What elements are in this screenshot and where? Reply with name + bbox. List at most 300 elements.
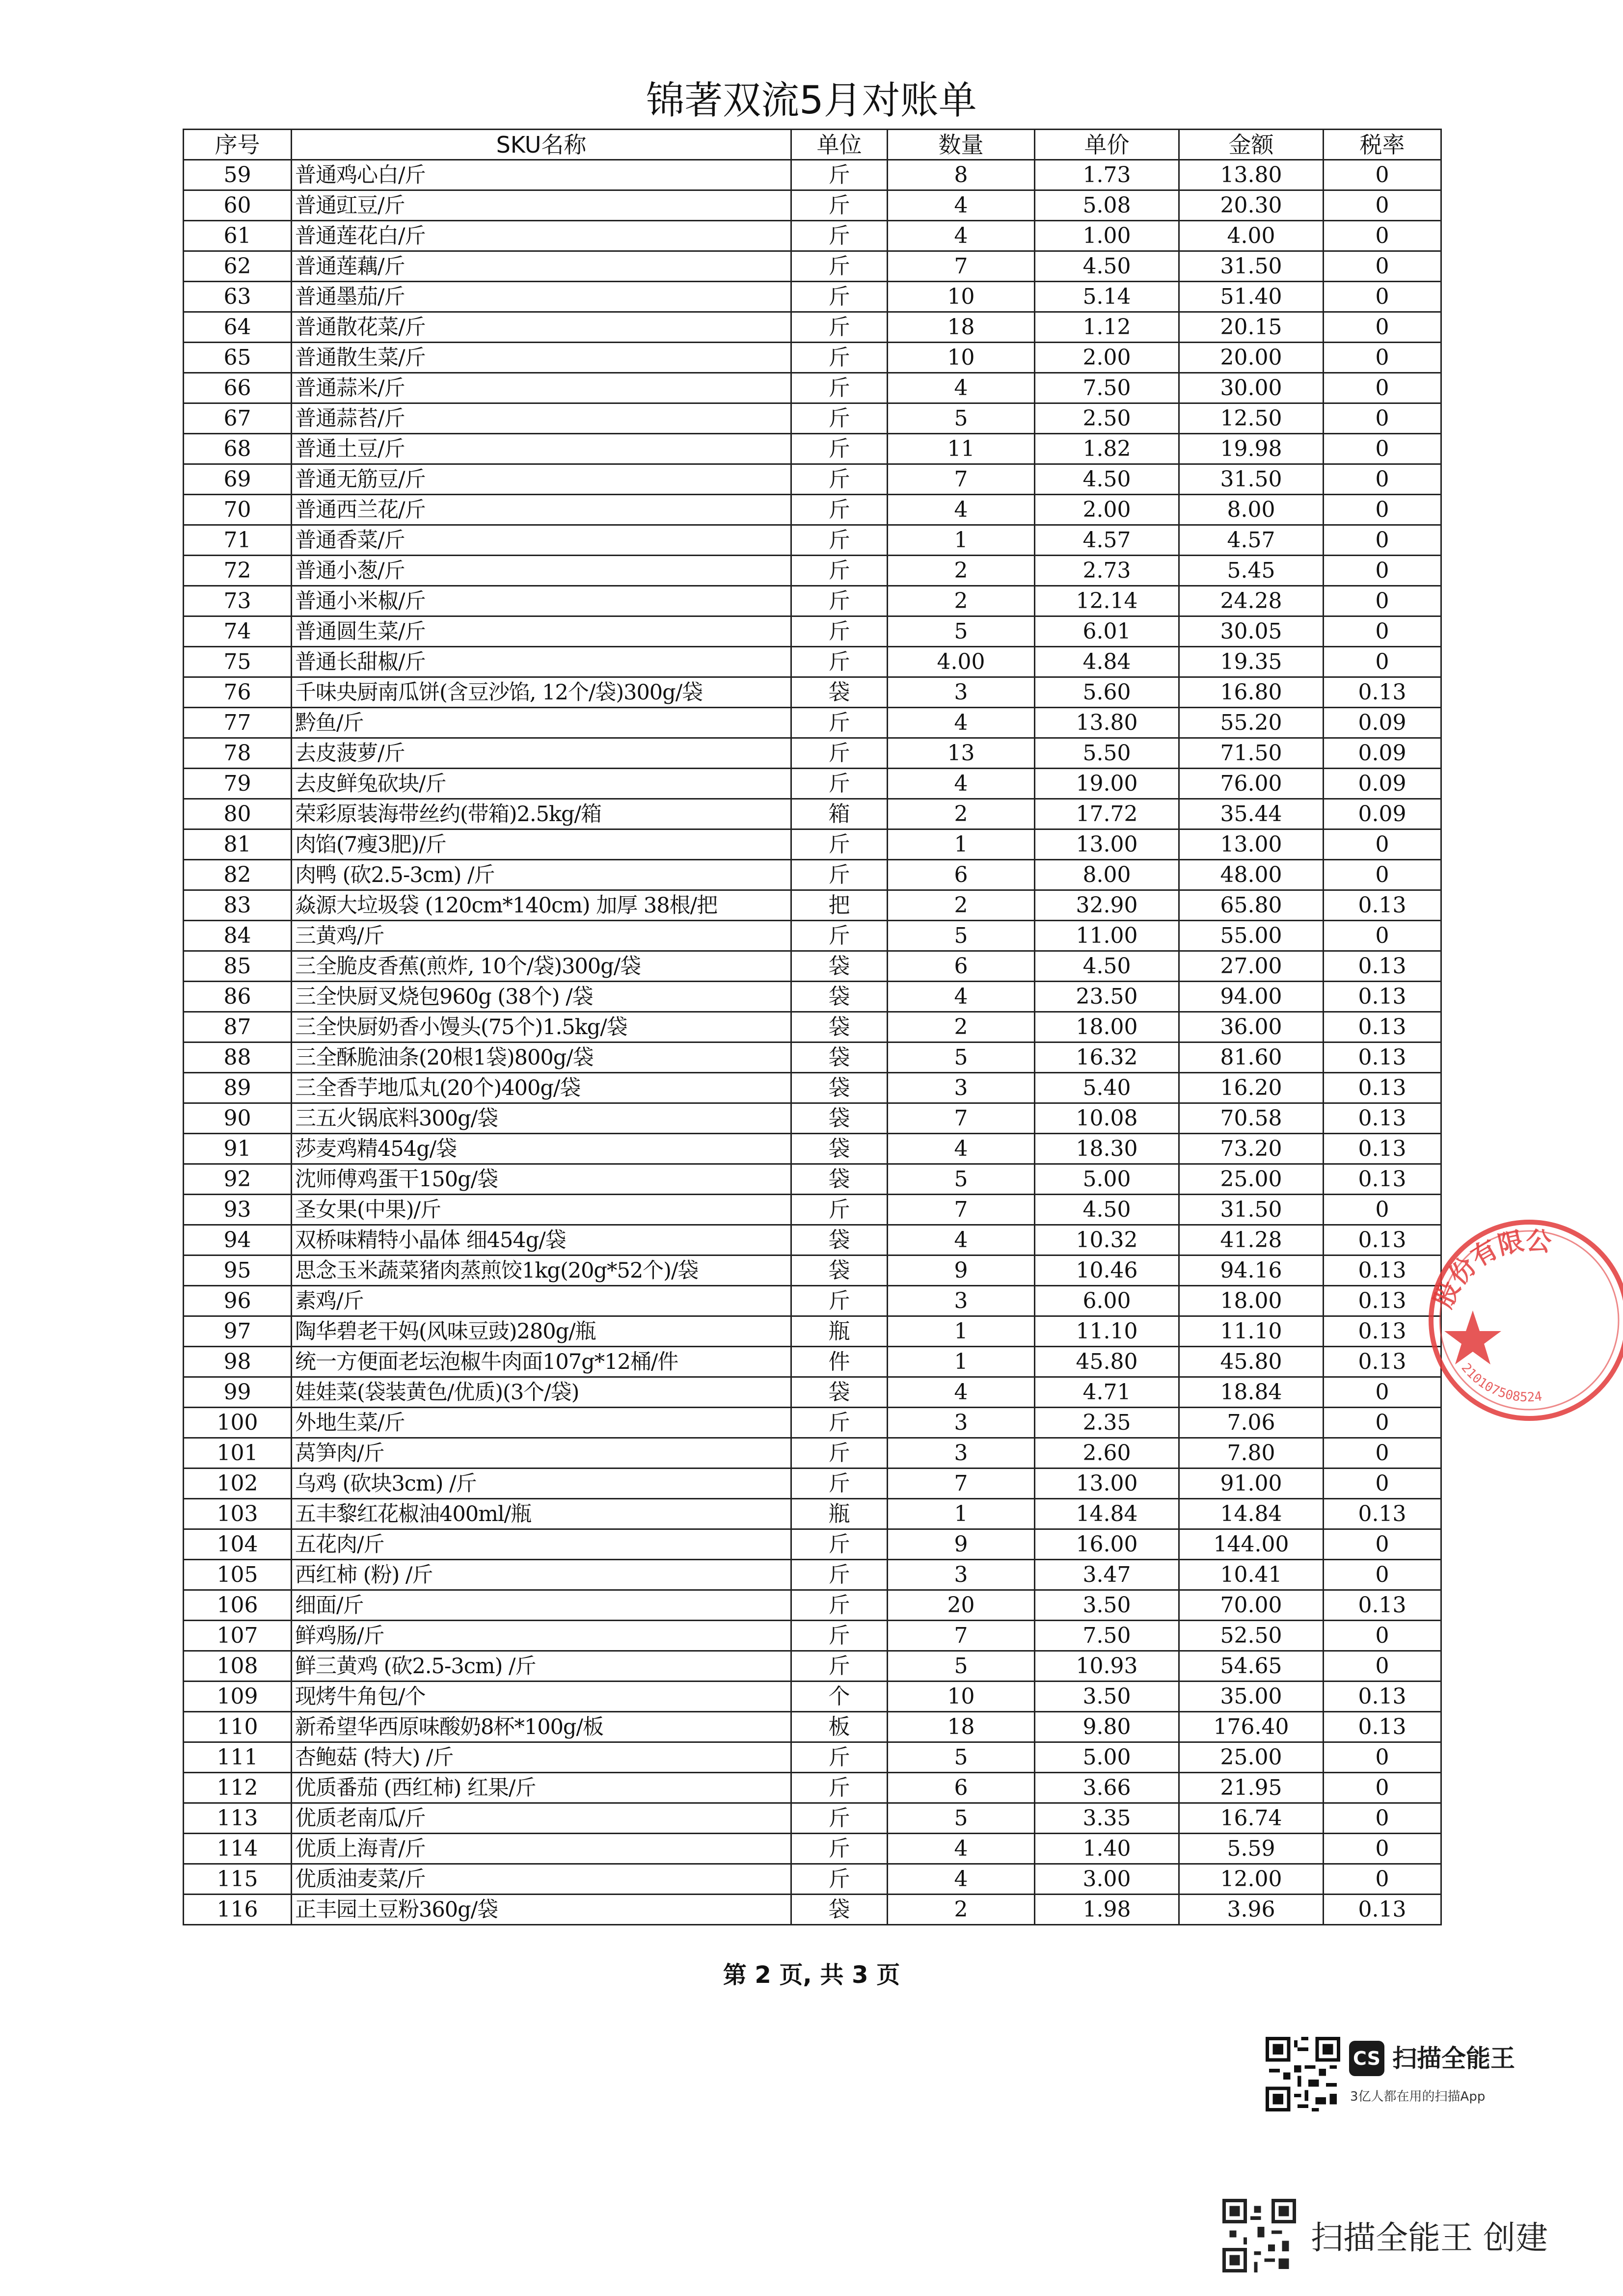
amount-cell: 4.00 bbox=[1179, 221, 1324, 251]
col-index-header: 序号 bbox=[184, 130, 292, 160]
table-row bbox=[184, 1560, 1441, 1590]
row-index-cell: 69 bbox=[184, 464, 292, 495]
table-row bbox=[184, 829, 1441, 860]
amount-cell: 5.59 bbox=[1179, 1834, 1324, 1864]
tax-rate-cell: 0 bbox=[1324, 1529, 1441, 1560]
sku-name-cell: 沈师傅鸡蛋干150g/袋 bbox=[292, 1164, 791, 1195]
quantity-cell: 2 bbox=[888, 1012, 1035, 1042]
tax-rate-cell: 0 bbox=[1324, 647, 1441, 677]
table-row bbox=[184, 860, 1441, 890]
row-index-cell: 60 bbox=[184, 190, 292, 221]
table-row bbox=[184, 464, 1441, 495]
row-index-cell: 70 bbox=[184, 495, 292, 525]
sku-name-cell: 乌鸡 (砍块3cm) /斤 bbox=[292, 1468, 791, 1499]
sku-name-cell: 外地生菜/斤 bbox=[292, 1408, 791, 1438]
unit-price-cell: 4.50 bbox=[1035, 464, 1179, 495]
sku-name-cell: 细面/斤 bbox=[292, 1590, 791, 1621]
sku-name-cell: 普通土豆/斤 bbox=[292, 434, 791, 464]
unit-cell: 把 bbox=[791, 890, 888, 921]
unit-price-cell: 6.01 bbox=[1035, 616, 1179, 647]
amount-cell: 65.80 bbox=[1179, 890, 1324, 921]
table-row bbox=[184, 1012, 1441, 1042]
table-row bbox=[184, 1864, 1441, 1895]
quantity-cell: 4 bbox=[888, 982, 1035, 1012]
row-index-cell: 65 bbox=[184, 343, 292, 373]
row-index-cell: 81 bbox=[184, 829, 292, 860]
tax-rate-cell: 0.13 bbox=[1324, 1073, 1441, 1103]
amount-cell: 7.80 bbox=[1179, 1438, 1324, 1468]
tax-rate-cell: 0 bbox=[1324, 1468, 1441, 1499]
table-row bbox=[184, 434, 1441, 464]
unit-price-cell: 5.00 bbox=[1035, 1164, 1179, 1195]
unit-price-cell: 11.00 bbox=[1035, 921, 1179, 951]
unit-cell: 斤 bbox=[791, 616, 888, 647]
amount-cell: 25.00 bbox=[1179, 1742, 1324, 1773]
quantity-cell: 4 bbox=[888, 769, 1035, 799]
unit-price-cell: 1.73 bbox=[1035, 160, 1179, 190]
amount-cell: 5.45 bbox=[1179, 556, 1324, 586]
quantity-cell: 3 bbox=[888, 1438, 1035, 1468]
amount-cell: 35.00 bbox=[1179, 1682, 1324, 1712]
col-unit-price-header: 单价 bbox=[1035, 130, 1179, 160]
amount-cell: 8.00 bbox=[1179, 495, 1324, 525]
quantity-cell: 5 bbox=[888, 616, 1035, 647]
seal-number: 210107508524 bbox=[1458, 1361, 1543, 1405]
row-index-cell: 111 bbox=[184, 1742, 292, 1773]
quantity-cell: 7 bbox=[888, 1468, 1035, 1499]
unit-price-cell: 16.00 bbox=[1035, 1529, 1179, 1560]
amount-cell: 13.80 bbox=[1179, 160, 1324, 190]
unit-price-cell: 6.00 bbox=[1035, 1286, 1179, 1316]
amount-cell: 91.00 bbox=[1179, 1468, 1324, 1499]
document-title: 锦著双流5月对账单 bbox=[646, 79, 977, 123]
sku-name-cell: 五丰黎红花椒油400ml/瓶 bbox=[292, 1499, 791, 1529]
table-row bbox=[184, 1316, 1441, 1347]
quantity-cell: 10 bbox=[888, 1682, 1035, 1712]
row-index-cell: 105 bbox=[184, 1560, 292, 1590]
unit-cell: 斤 bbox=[791, 829, 888, 860]
unit-cell: 斤 bbox=[791, 434, 888, 464]
quantity-cell: 3 bbox=[888, 1560, 1035, 1590]
table-row bbox=[184, 221, 1441, 251]
unit-price-cell: 4.71 bbox=[1035, 1377, 1179, 1408]
quantity-cell: 2 bbox=[888, 1895, 1035, 1925]
quantity-cell: 2 bbox=[888, 890, 1035, 921]
sku-name-cell: 普通西兰花/斤 bbox=[292, 495, 791, 525]
amount-cell: 20.00 bbox=[1179, 343, 1324, 373]
unit-price-cell: 3.35 bbox=[1035, 1803, 1179, 1834]
row-index-cell: 100 bbox=[184, 1408, 292, 1438]
amount-cell: 16.80 bbox=[1179, 677, 1324, 708]
tax-rate-cell: 0 bbox=[1324, 312, 1441, 343]
tax-rate-cell: 0 bbox=[1324, 1621, 1441, 1651]
unit-price-cell: 5.00 bbox=[1035, 1742, 1179, 1773]
quantity-cell: 4 bbox=[888, 1134, 1035, 1164]
row-index-cell: 77 bbox=[184, 708, 292, 738]
unit-price-cell: 4.57 bbox=[1035, 525, 1179, 556]
tax-rate-cell: 0.09 bbox=[1324, 799, 1441, 829]
quantity-cell: 20 bbox=[888, 1590, 1035, 1621]
table-row bbox=[184, 1073, 1441, 1103]
unit-cell: 袋 bbox=[791, 1103, 888, 1134]
amount-cell: 19.98 bbox=[1179, 434, 1324, 464]
unit-price-cell: 23.50 bbox=[1035, 982, 1179, 1012]
unit-price-cell: 10.46 bbox=[1035, 1255, 1179, 1286]
amount-cell: 7.06 bbox=[1179, 1408, 1324, 1438]
sku-name-cell: 思念玉米蔬菜猪肉蒸煎饺1kg(20g*52个)/袋 bbox=[292, 1255, 791, 1286]
amount-cell: 70.00 bbox=[1179, 1590, 1324, 1621]
unit-cell: 斤 bbox=[791, 1560, 888, 1590]
tax-rate-cell: 0 bbox=[1324, 1560, 1441, 1590]
unit-cell: 斤 bbox=[791, 403, 888, 434]
unit-price-cell: 2.60 bbox=[1035, 1438, 1179, 1468]
row-index-cell: 96 bbox=[184, 1286, 292, 1316]
quantity-cell: 4 bbox=[888, 373, 1035, 403]
unit-price-cell: 4.84 bbox=[1035, 647, 1179, 677]
row-index-cell: 80 bbox=[184, 799, 292, 829]
table-row bbox=[184, 373, 1441, 403]
unit-cell: 斤 bbox=[791, 373, 888, 403]
tax-rate-cell: 0 bbox=[1324, 403, 1441, 434]
table-row bbox=[184, 251, 1441, 282]
tax-rate-cell: 0 bbox=[1324, 434, 1441, 464]
seal-star-icon bbox=[1444, 1310, 1501, 1364]
page-indicator: 第 2 页, 共 3 页 bbox=[723, 1961, 900, 1989]
row-index-cell: 116 bbox=[184, 1895, 292, 1925]
sku-name-cell: 黔鱼/斤 bbox=[292, 708, 791, 738]
row-index-cell: 103 bbox=[184, 1499, 292, 1529]
unit-cell: 斤 bbox=[791, 221, 888, 251]
unit-price-cell: 1.12 bbox=[1035, 312, 1179, 343]
amount-cell: 31.50 bbox=[1179, 1195, 1324, 1225]
row-index-cell: 97 bbox=[184, 1316, 292, 1347]
tax-rate-cell: 0 bbox=[1324, 556, 1441, 586]
unit-price-cell: 14.84 bbox=[1035, 1499, 1179, 1529]
row-index-cell: 88 bbox=[184, 1042, 292, 1073]
tax-rate-cell: 0 bbox=[1324, 860, 1441, 890]
sku-name-cell: 三全快厨奶香小馒头(75个)1.5kg/袋 bbox=[292, 1012, 791, 1042]
row-index-cell: 73 bbox=[184, 586, 292, 616]
row-index-cell: 89 bbox=[184, 1073, 292, 1103]
table-row bbox=[184, 1103, 1441, 1134]
row-index-cell: 90 bbox=[184, 1103, 292, 1134]
unit-price-cell: 1.40 bbox=[1035, 1834, 1179, 1864]
tax-rate-cell: 0 bbox=[1324, 373, 1441, 403]
sku-name-cell: 普通豇豆/斤 bbox=[292, 190, 791, 221]
table-row bbox=[184, 708, 1441, 738]
unit-cell: 袋 bbox=[791, 1164, 888, 1195]
row-index-cell: 95 bbox=[184, 1255, 292, 1286]
sku-name-cell: 素鸡/斤 bbox=[292, 1286, 791, 1316]
table-row bbox=[184, 799, 1441, 829]
table-row bbox=[184, 951, 1441, 982]
unit-price-cell: 5.08 bbox=[1035, 190, 1179, 221]
amount-cell: 35.44 bbox=[1179, 799, 1324, 829]
sku-name-cell: 普通小米椒/斤 bbox=[292, 586, 791, 616]
col-amount-header: 金额 bbox=[1179, 130, 1324, 160]
amount-cell: 52.50 bbox=[1179, 1621, 1324, 1651]
sku-name-cell: 莴笋肉/斤 bbox=[292, 1438, 791, 1468]
unit-price-cell: 2.73 bbox=[1035, 556, 1179, 586]
tax-rate-cell: 0 bbox=[1324, 251, 1441, 282]
unit-price-cell: 9.80 bbox=[1035, 1712, 1179, 1742]
amount-cell: 76.00 bbox=[1179, 769, 1324, 799]
quantity-cell: 4 bbox=[888, 221, 1035, 251]
quantity-cell: 4 bbox=[888, 1377, 1035, 1408]
tax-rate-cell: 0 bbox=[1324, 1864, 1441, 1895]
tax-rate-cell: 0 bbox=[1324, 616, 1441, 647]
tax-rate-cell: 0.13 bbox=[1324, 1225, 1441, 1255]
unit-cell: 斤 bbox=[791, 464, 888, 495]
row-index-cell: 113 bbox=[184, 1803, 292, 1834]
amount-cell: 94.16 bbox=[1179, 1255, 1324, 1286]
sku-name-cell: 三黄鸡/斤 bbox=[292, 921, 791, 951]
unit-price-cell: 11.10 bbox=[1035, 1316, 1179, 1347]
unit-cell: 斤 bbox=[791, 190, 888, 221]
table-row bbox=[184, 647, 1441, 677]
amount-cell: 19.35 bbox=[1179, 647, 1324, 677]
unit-cell: 瓶 bbox=[791, 1499, 888, 1529]
footer-credit: 扫描全能王 创建 bbox=[1311, 2219, 1548, 2257]
col-unit-header: 单位 bbox=[791, 130, 888, 160]
unit-price-cell: 3.66 bbox=[1035, 1773, 1179, 1803]
unit-cell: 板 bbox=[791, 1712, 888, 1742]
sku-name-cell: 普通散生菜/斤 bbox=[292, 343, 791, 373]
row-index-cell: 93 bbox=[184, 1195, 292, 1225]
row-index-cell: 91 bbox=[184, 1134, 292, 1164]
table-row bbox=[184, 160, 1441, 190]
unit-cell: 斤 bbox=[791, 1529, 888, 1560]
amount-cell: 94.00 bbox=[1179, 982, 1324, 1012]
amount-cell: 45.80 bbox=[1179, 1347, 1324, 1377]
tax-rate-cell: 0.13 bbox=[1324, 1347, 1441, 1377]
amount-cell: 18.84 bbox=[1179, 1377, 1324, 1408]
tax-rate-cell: 0.13 bbox=[1324, 1012, 1441, 1042]
unit-cell: 斤 bbox=[791, 1742, 888, 1773]
sku-name-cell: 普通长甜椒/斤 bbox=[292, 647, 791, 677]
sku-name-cell: 普通散花菜/斤 bbox=[292, 312, 791, 343]
sku-name-cell: 优质番茄 (西红柿) 红果/斤 bbox=[292, 1773, 791, 1803]
unit-cell: 斤 bbox=[791, 1834, 888, 1864]
table-row bbox=[184, 677, 1441, 708]
quantity-cell: 5 bbox=[888, 1803, 1035, 1834]
footer-qr-code-icon bbox=[1222, 2199, 1296, 2272]
tax-rate-cell: 0.13 bbox=[1324, 1103, 1441, 1134]
amount-cell: 27.00 bbox=[1179, 951, 1324, 982]
unit-price-cell: 2.35 bbox=[1035, 1408, 1179, 1438]
tax-rate-cell: 0.13 bbox=[1324, 1134, 1441, 1164]
unit-price-cell: 18.30 bbox=[1035, 1134, 1179, 1164]
unit-cell: 斤 bbox=[791, 1468, 888, 1499]
table-row bbox=[184, 312, 1441, 343]
quantity-cell: 4 bbox=[888, 1864, 1035, 1895]
sku-name-cell: 杏鲍菇 (特大) /斤 bbox=[292, 1742, 791, 1773]
quantity-cell: 3 bbox=[888, 1408, 1035, 1438]
amount-cell: 30.00 bbox=[1179, 373, 1324, 403]
sku-name-cell: 陶华碧老干妈(风味豆豉)280g/瓶 bbox=[292, 1316, 791, 1347]
row-index-cell: 85 bbox=[184, 951, 292, 982]
unit-cell: 袋 bbox=[791, 951, 888, 982]
tax-rate-cell: 0 bbox=[1324, 525, 1441, 556]
sku-name-cell: 普通香菜/斤 bbox=[292, 525, 791, 556]
tax-rate-cell: 0 bbox=[1324, 921, 1441, 951]
unit-cell: 袋 bbox=[791, 1134, 888, 1164]
table-row bbox=[184, 1803, 1441, 1834]
unit-price-cell: 3.00 bbox=[1035, 1864, 1179, 1895]
unit-price-cell: 7.50 bbox=[1035, 373, 1179, 403]
row-index-cell: 74 bbox=[184, 616, 292, 647]
tax-rate-cell: 0.13 bbox=[1324, 1712, 1441, 1742]
amount-cell: 14.84 bbox=[1179, 1499, 1324, 1529]
table-row bbox=[184, 1255, 1441, 1286]
sku-name-cell: 普通鸡心白/斤 bbox=[292, 160, 791, 190]
row-index-cell: 79 bbox=[184, 769, 292, 799]
amount-cell: 48.00 bbox=[1179, 860, 1324, 890]
tax-rate-cell: 0.09 bbox=[1324, 738, 1441, 769]
unit-price-cell: 4.50 bbox=[1035, 1195, 1179, 1225]
unit-cell: 斤 bbox=[791, 708, 888, 738]
unit-cell: 斤 bbox=[791, 1864, 888, 1895]
sku-name-cell: 普通蒜苔/斤 bbox=[292, 403, 791, 434]
amount-cell: 31.50 bbox=[1179, 464, 1324, 495]
row-index-cell: 84 bbox=[184, 921, 292, 951]
table-row bbox=[184, 1347, 1441, 1377]
amount-cell: 4.57 bbox=[1179, 525, 1324, 556]
unit-cell: 斤 bbox=[791, 251, 888, 282]
tax-rate-cell: 0.13 bbox=[1324, 1895, 1441, 1925]
quantity-cell: 8 bbox=[888, 160, 1035, 190]
unit-price-cell: 5.40 bbox=[1035, 1073, 1179, 1103]
unit-price-cell: 3.50 bbox=[1035, 1682, 1179, 1712]
table-row bbox=[184, 1499, 1441, 1529]
quantity-cell: 6 bbox=[888, 1773, 1035, 1803]
quantity-cell: 9 bbox=[888, 1529, 1035, 1560]
table-row bbox=[184, 1134, 1441, 1164]
amount-cell: 73.20 bbox=[1179, 1134, 1324, 1164]
row-index-cell: 109 bbox=[184, 1682, 292, 1712]
unit-cell: 袋 bbox=[791, 1255, 888, 1286]
unit-price-cell: 19.00 bbox=[1035, 769, 1179, 799]
tax-rate-cell: 0 bbox=[1324, 586, 1441, 616]
table-row bbox=[184, 586, 1441, 616]
unit-cell: 斤 bbox=[791, 1651, 888, 1682]
amount-cell: 41.28 bbox=[1179, 1225, 1324, 1255]
amount-cell: 16.20 bbox=[1179, 1073, 1324, 1103]
unit-cell: 斤 bbox=[791, 647, 888, 677]
quantity-cell: 4 bbox=[888, 495, 1035, 525]
unit-price-cell: 17.72 bbox=[1035, 799, 1179, 829]
unit-cell: 斤 bbox=[791, 282, 888, 312]
row-index-cell: 64 bbox=[184, 312, 292, 343]
row-index-cell: 106 bbox=[184, 1590, 292, 1621]
table-row bbox=[184, 525, 1441, 556]
amount-cell: 30.05 bbox=[1179, 616, 1324, 647]
amount-cell: 20.30 bbox=[1179, 190, 1324, 221]
amount-cell: 144.00 bbox=[1179, 1529, 1324, 1560]
col-sku-name-header: SKU名称 bbox=[292, 130, 791, 160]
unit-cell: 瓶 bbox=[791, 1316, 888, 1347]
seal-text: 股份有限公 bbox=[1429, 1226, 1553, 1312]
row-index-cell: 101 bbox=[184, 1438, 292, 1468]
amount-cell: 20.15 bbox=[1179, 312, 1324, 343]
row-index-cell: 104 bbox=[184, 1529, 292, 1560]
quantity-cell: 6 bbox=[888, 860, 1035, 890]
tax-rate-cell: 0 bbox=[1324, 190, 1441, 221]
unit-price-cell: 4.50 bbox=[1035, 251, 1179, 282]
unit-cell: 斤 bbox=[791, 1286, 888, 1316]
tax-rate-cell: 0 bbox=[1324, 1803, 1441, 1834]
table-row bbox=[184, 1408, 1441, 1438]
row-index-cell: 71 bbox=[184, 525, 292, 556]
sku-name-cell: 五花肉/斤 bbox=[292, 1529, 791, 1560]
unit-cell: 斤 bbox=[791, 495, 888, 525]
tax-rate-cell: 0 bbox=[1324, 829, 1441, 860]
unit-price-cell: 1.98 bbox=[1035, 1895, 1179, 1925]
quantity-cell: 6 bbox=[888, 951, 1035, 982]
amount-cell: 25.00 bbox=[1179, 1164, 1324, 1195]
sku-name-cell: 双桥味精特小晶体 细454g/袋 bbox=[292, 1225, 791, 1255]
tax-rate-cell: 0.13 bbox=[1324, 1286, 1441, 1316]
table-row bbox=[184, 282, 1441, 312]
row-index-cell: 112 bbox=[184, 1773, 292, 1803]
sku-name-cell: 三全酥脆油条(20根1袋)800g/袋 bbox=[292, 1042, 791, 1073]
tax-rate-cell: 0.09 bbox=[1324, 769, 1441, 799]
quantity-cell: 7 bbox=[888, 1195, 1035, 1225]
tax-rate-cell: 0 bbox=[1324, 160, 1441, 190]
row-index-cell: 82 bbox=[184, 860, 292, 890]
amount-cell: 70.58 bbox=[1179, 1103, 1324, 1134]
tax-rate-cell: 0.13 bbox=[1324, 1316, 1441, 1347]
unit-cell: 斤 bbox=[791, 921, 888, 951]
table-row bbox=[184, 1042, 1441, 1073]
unit-price-cell: 12.14 bbox=[1035, 586, 1179, 616]
unit-cell: 斤 bbox=[791, 556, 888, 586]
quantity-cell: 10 bbox=[888, 343, 1035, 373]
unit-cell: 斤 bbox=[791, 1621, 888, 1651]
unit-cell: 斤 bbox=[791, 1438, 888, 1468]
sku-name-cell: 鲜鸡肠/斤 bbox=[292, 1621, 791, 1651]
amount-cell: 51.40 bbox=[1179, 282, 1324, 312]
quantity-cell: 3 bbox=[888, 677, 1035, 708]
unit-price-cell: 18.00 bbox=[1035, 1012, 1179, 1042]
amount-cell: 24.28 bbox=[1179, 586, 1324, 616]
unit-price-cell: 8.00 bbox=[1035, 860, 1179, 890]
sku-name-cell: 普通蒜米/斤 bbox=[292, 373, 791, 403]
table-row bbox=[184, 1895, 1441, 1925]
tax-rate-cell: 0 bbox=[1324, 343, 1441, 373]
qr-code-icon bbox=[1266, 2037, 1340, 2111]
row-index-cell: 102 bbox=[184, 1468, 292, 1499]
quantity-cell: 5 bbox=[888, 1742, 1035, 1773]
unit-price-cell: 4.50 bbox=[1035, 951, 1179, 982]
table-header-row bbox=[184, 130, 1441, 160]
unit-price-cell: 13.80 bbox=[1035, 708, 1179, 738]
quantity-cell: 4.00 bbox=[888, 647, 1035, 677]
tax-rate-cell: 0 bbox=[1324, 221, 1441, 251]
amount-cell: 13.00 bbox=[1179, 829, 1324, 860]
table-row bbox=[184, 1834, 1441, 1864]
quantity-cell: 5 bbox=[888, 1164, 1035, 1195]
sku-name-cell: 优质油麦菜/斤 bbox=[292, 1864, 791, 1895]
table-row bbox=[184, 982, 1441, 1012]
unit-cell: 斤 bbox=[791, 1408, 888, 1438]
tax-rate-cell: 0 bbox=[1324, 495, 1441, 525]
tax-rate-cell: 0.13 bbox=[1324, 1682, 1441, 1712]
amount-cell: 36.00 bbox=[1179, 1012, 1324, 1042]
sku-name-cell: 三全脆皮香蕉(煎炸, 10个/袋)300g/袋 bbox=[292, 951, 791, 982]
unit-price-cell: 10.93 bbox=[1035, 1651, 1179, 1682]
unit-price-cell: 45.80 bbox=[1035, 1347, 1179, 1377]
